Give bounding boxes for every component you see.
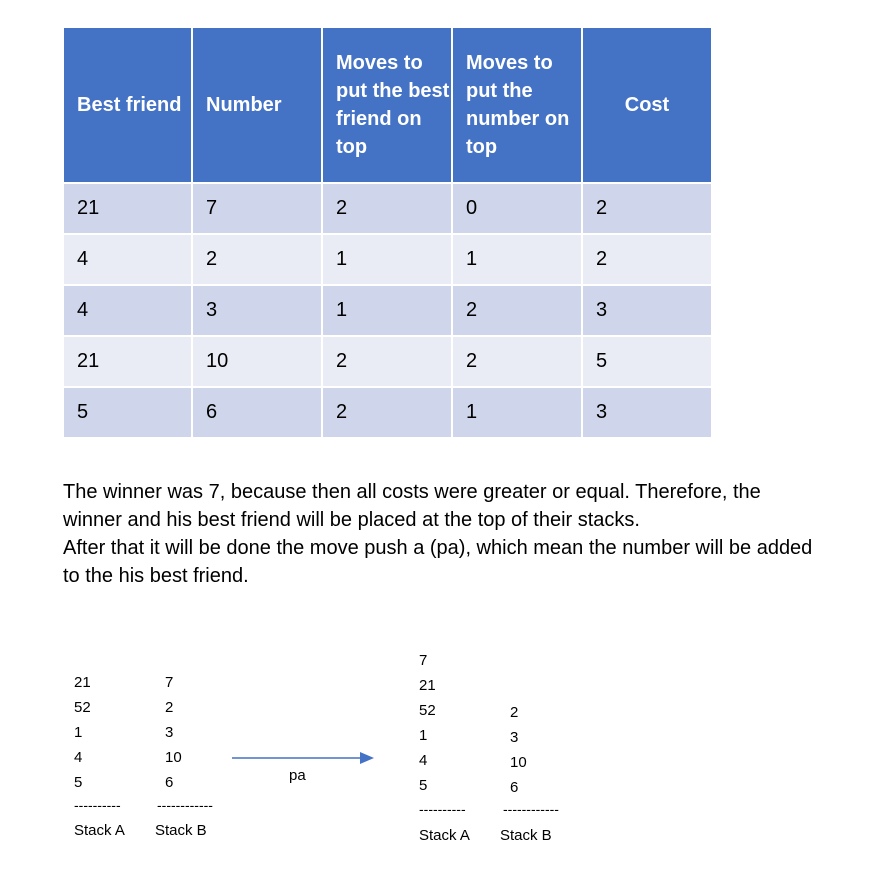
cell-cost: 5 <box>582 336 712 387</box>
cell-best-friend: 21 <box>63 183 192 234</box>
header-moves-best-friend: Moves to put the best friend on top <box>322 27 452 183</box>
table-row <box>63 285 712 336</box>
stack-item: 3 <box>510 729 519 746</box>
cell-number: 6 <box>192 387 322 438</box>
explanation-text <box>63 478 823 590</box>
stack-item: 5 <box>419 777 428 794</box>
after-divider-a: ---------- <box>419 801 466 817</box>
stack-item: 1 <box>74 724 83 741</box>
cell-number: 3 <box>192 285 322 336</box>
after-stack-b <box>510 700 527 800</box>
header-best-friend: Best friend <box>63 27 192 183</box>
before-stack-b <box>165 670 182 795</box>
stack-item: 10 <box>165 749 182 766</box>
explanation-winner: The winner was 7, because then all costs were greater or equal. Therefore, the winner and his best friend will be placed at the top of their stacks. <box>63 481 761 531</box>
cell-moves-best-friend: 2 <box>322 387 452 438</box>
stack-item: 7 <box>165 674 174 691</box>
stack-item: 2 <box>165 699 174 716</box>
table-row <box>63 183 712 234</box>
header-moves-number: Moves to put the number on top <box>452 27 582 183</box>
stack-item: 7 <box>419 652 428 669</box>
before-label-stack-b: Stack B <box>155 822 207 839</box>
cell-cost: 2 <box>582 183 712 234</box>
cell-cost: 2 <box>582 234 712 285</box>
header-number: Number <box>192 27 322 183</box>
stack-item: 1 <box>419 727 428 744</box>
cell-best-friend: 4 <box>63 285 192 336</box>
cell-cost: 3 <box>582 387 712 438</box>
stack-item: 10 <box>510 754 527 771</box>
cell-best-friend: 5 <box>63 387 192 438</box>
stack-item: 4 <box>419 752 428 769</box>
stack-item: 6 <box>165 774 174 791</box>
cell-best-friend: 4 <box>63 234 192 285</box>
table-header-row <box>63 27 712 183</box>
stack-item: 6 <box>510 779 519 796</box>
before-divider-b: ------------ <box>157 797 213 813</box>
before-label-stack-a: Stack A <box>74 822 125 839</box>
after-stack-a <box>419 648 436 798</box>
cell-number: 10 <box>192 336 322 387</box>
explanation-push: After that it will be done the move push a (pa), which mean the number will be added to the his best friend. <box>63 537 813 587</box>
table-row <box>63 387 712 438</box>
stack-item: 5 <box>74 774 83 791</box>
table-row <box>63 234 712 285</box>
operation-label: pa <box>289 767 306 784</box>
cell-moves-number: 2 <box>452 336 582 387</box>
after-divider-b: ------------ <box>503 801 559 817</box>
before-stack-a <box>74 670 91 795</box>
cell-number: 7 <box>192 183 322 234</box>
after-label-stack-b: Stack B <box>500 827 552 844</box>
cell-moves-best-friend: 1 <box>322 234 452 285</box>
stack-item: 21 <box>74 674 91 691</box>
cell-moves-best-friend: 2 <box>322 183 452 234</box>
stack-item: 2 <box>510 704 519 721</box>
stack-item: 21 <box>419 677 436 694</box>
cell-number: 2 <box>192 234 322 285</box>
cell-moves-number: 1 <box>452 387 582 438</box>
cell-moves-best-friend: 1 <box>322 285 452 336</box>
arrow-right-icon <box>232 750 382 766</box>
cell-best-friend: 21 <box>63 336 192 387</box>
before-divider-a: ---------- <box>74 797 121 813</box>
cell-cost: 3 <box>582 285 712 336</box>
header-cost: Cost <box>582 27 712 183</box>
cell-moves-number: 2 <box>452 285 582 336</box>
cell-moves-number: 0 <box>452 183 582 234</box>
table-row <box>63 336 712 387</box>
cell-moves-best-friend: 2 <box>322 336 452 387</box>
stack-item: 52 <box>419 702 436 719</box>
stack-item: 3 <box>165 724 174 741</box>
cell-moves-number: 1 <box>452 234 582 285</box>
stack-item: 4 <box>74 749 83 766</box>
stack-item: 52 <box>74 699 91 716</box>
cost-table <box>62 26 713 439</box>
after-label-stack-a: Stack A <box>419 827 470 844</box>
